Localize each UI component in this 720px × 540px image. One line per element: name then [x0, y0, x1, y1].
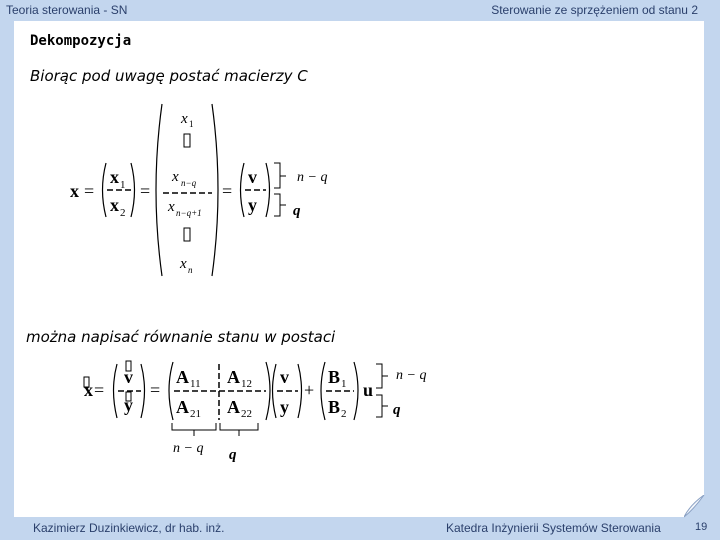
slide-title: Dekompozycja	[30, 33, 132, 49]
eq2-brace-nq	[376, 364, 388, 388]
footer-author: Kazimierz Duzinkiewicz, dr hab. inż.	[33, 521, 225, 535]
eq2-A11-sub: 11	[190, 378, 201, 390]
eq1-equals-1: =	[84, 181, 95, 201]
eq2-brace-bottom-q	[220, 423, 258, 436]
eq1-x: x	[70, 181, 79, 201]
eq2-bracket-lhs-left	[114, 364, 118, 418]
eq1-col-x1-sub: 1	[189, 119, 194, 129]
eq2-v-dot: v	[124, 367, 133, 387]
eq2-bracket-B-left	[321, 362, 325, 420]
eq2-y: y	[280, 397, 289, 417]
eq1-col-xn-sub: n	[188, 265, 193, 275]
eq1-col-xnq-sub: n−q	[181, 178, 197, 188]
eq2-plus: +	[304, 380, 315, 400]
eq1-col-xnq1: x	[168, 199, 175, 215]
eq1-y: y	[248, 195, 257, 215]
eq1-equals-2: =	[140, 181, 151, 201]
eq1-x1-sub: 1	[120, 179, 126, 191]
eq2-equals-1: =	[94, 380, 105, 400]
eq2-B1-sub: 1	[341, 378, 347, 390]
state-equation-text: można napisać równanie stanu w postaci	[26, 328, 336, 346]
footer-department: Katedra Inżynierii Systemów Sterowania	[446, 521, 661, 535]
eq2-nq-right: n − q	[396, 368, 427, 383]
eq2-A21: A	[176, 397, 189, 417]
eq2-lhs: x	[84, 380, 93, 400]
eq2-bracket-vy-left	[273, 364, 277, 418]
eq2-v: v	[280, 367, 289, 387]
eq2-A21-sub: 21	[190, 408, 201, 420]
eq1-q-label: q	[293, 203, 301, 219]
eq2-brace-bottom-nq	[172, 423, 216, 436]
eq1-col-xn: x	[180, 256, 187, 272]
eq2-A22: A	[227, 397, 240, 417]
eq2-u: u	[363, 380, 374, 400]
eq2-equals-2: =	[150, 380, 161, 400]
eq2-bracket-lhs-right	[141, 364, 145, 418]
eq2-A22-sub: 22	[241, 408, 252, 420]
page-number: 19	[695, 521, 708, 533]
eq2-bracket-vy-right	[298, 364, 302, 418]
eq1-x1: x	[110, 167, 119, 187]
eq1-col-x1: x	[181, 111, 188, 127]
header-lecture-title: Sterowanie ze sprzężeniem od stanu 2	[491, 3, 698, 17]
eq1-nq-label: n − q	[297, 170, 328, 185]
eq2-B2: B	[328, 397, 341, 417]
eq1-equals-3: =	[222, 181, 233, 201]
eq2-A12-sub: 12	[241, 378, 252, 390]
eq2-A12: A	[227, 367, 240, 387]
eq2-brace-q	[376, 395, 388, 417]
eq2-bracket-A-right	[266, 362, 270, 420]
eq1-x2: x	[110, 195, 119, 215]
eq1-col-xnq: x	[172, 169, 179, 185]
eq2-bracket-A-left	[169, 362, 173, 420]
eq2-q-right: q	[393, 402, 401, 418]
eq1-col-xnq1-sub: n−q+1	[176, 208, 202, 218]
eq2-q-bottom: q	[229, 447, 237, 463]
eq2-y-dot: y	[124, 395, 133, 415]
eq1-v: v	[248, 167, 257, 187]
eq1-x2-sub: 2	[120, 207, 126, 219]
header-course-title: Teoria sterowania - SN	[6, 3, 128, 17]
eq2-A11: A	[176, 367, 189, 387]
intro-text: Biorąc pod uwagę postać macierzy C	[30, 67, 308, 85]
eq2-bracket-B-right	[354, 362, 358, 420]
eq2-nq-bottom: n − q	[173, 441, 204, 456]
eq2-B1: B	[328, 367, 341, 387]
eq2-B2-sub: 2	[341, 408, 347, 420]
